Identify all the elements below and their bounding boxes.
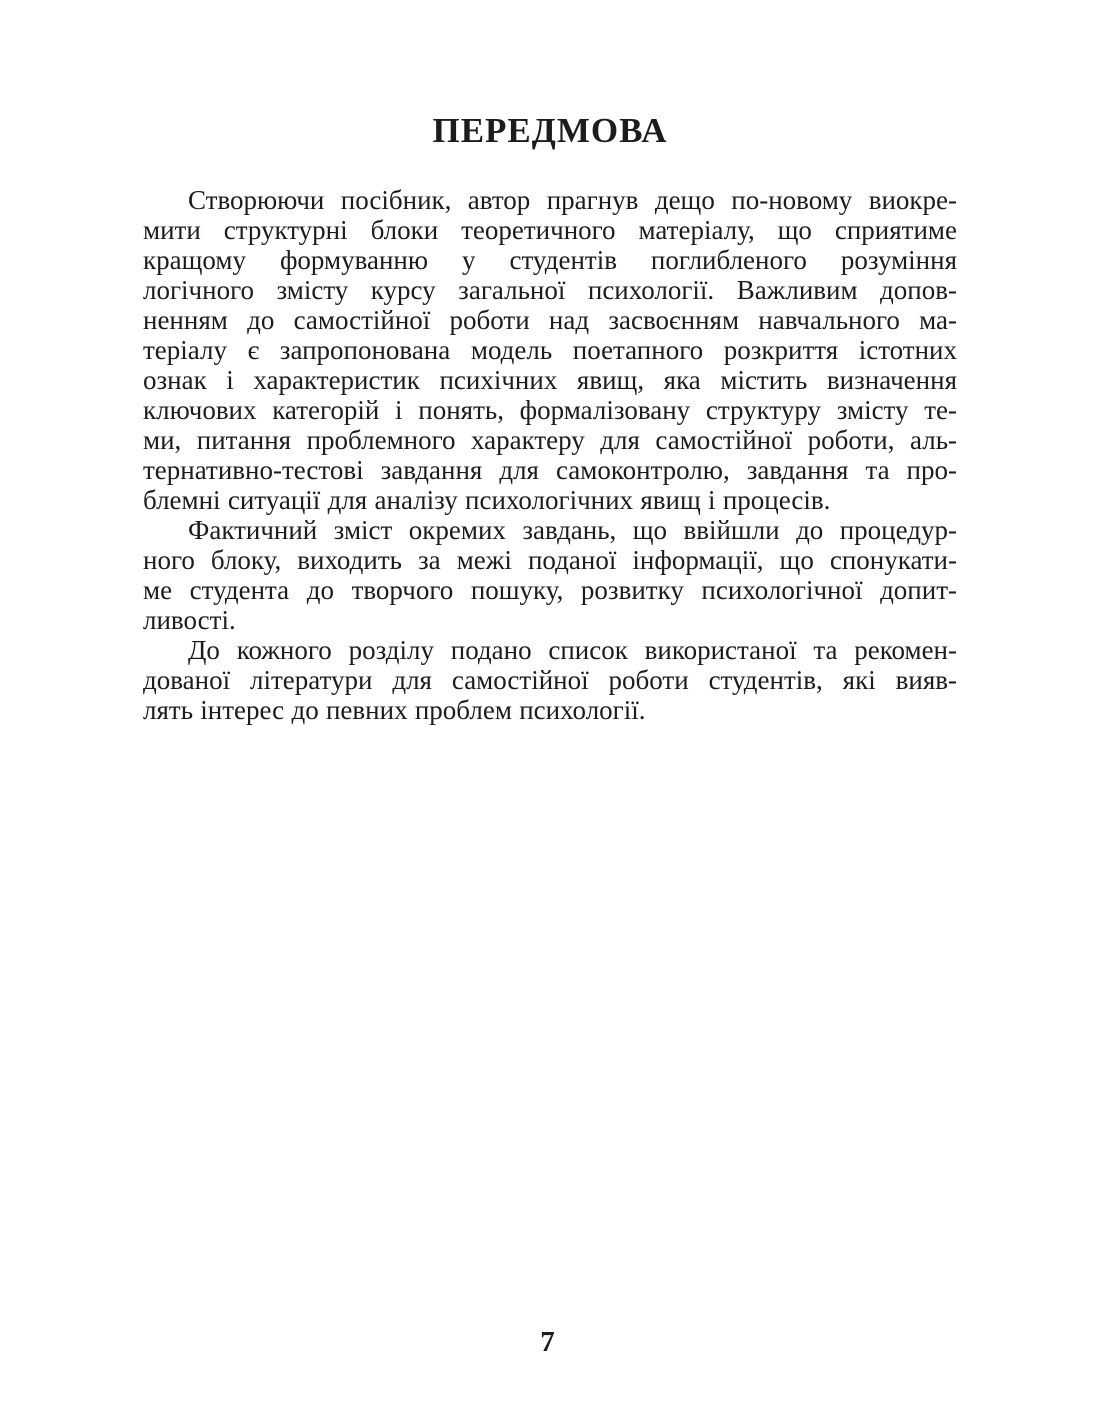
- page-number: 7: [540, 1326, 555, 1358]
- page-title: ПЕРЕДМОВА: [432, 111, 668, 150]
- paragraphs: [143, 185, 957, 725]
- text-line: логічного змісту курсу загальної психології. Важливим допов-: [143, 275, 957, 305]
- text-line: До кожного розділу подано список використаної та рекомен-: [188, 635, 957, 665]
- text-line: лять інтерес до певних проблем психології.: [143, 695, 646, 725]
- text-line: ливості.: [143, 605, 236, 635]
- text-line: мити структурні блоки теоретичного матеріалу, що сприятиме: [143, 215, 957, 245]
- paragraph: [143, 635, 957, 725]
- text-column: [143, 0, 957, 725]
- text-line: ме студента до творчого пошуку, розвитку психологічної допит-: [143, 575, 957, 605]
- text-line: ного блоку, виходить за межі поданої інформації, що спонукати-: [143, 545, 957, 575]
- text-line: кращому формуванню у студентів поглибленого розуміння: [143, 245, 957, 275]
- text-line: Фактичний зміст окремих завдань, що ввійшли до процедур-: [188, 515, 957, 545]
- text-line: Створюючи посібник, автор прагнув дещо по-новому виокре-: [188, 185, 957, 215]
- text-line: ключових категорій і понять, формалізовану структуру змісту те-: [143, 395, 957, 425]
- paragraph: [143, 185, 957, 515]
- text-line: теріалу є запропонована модель поетапного розкриття істотних: [143, 335, 957, 365]
- text-line: блемні ситуації для аналізу психологічних явищ і процесів.: [143, 485, 831, 515]
- text-line: ознак і характеристик психічних явищ, яка містить визначення: [143, 365, 957, 395]
- text-line: ненням до самостійної роботи над засвоєнням навчального ма-: [143, 305, 957, 335]
- text-line: дованої літератури для самостійної роботи студентів, які вияв-: [143, 665, 957, 695]
- text-line: тернативно-тестові завдання для самоконтролю, завдання та про-: [143, 455, 957, 485]
- text-line: ми, питання проблемного характеру для самостійної роботи, аль-: [143, 425, 957, 455]
- paragraph: [143, 515, 957, 635]
